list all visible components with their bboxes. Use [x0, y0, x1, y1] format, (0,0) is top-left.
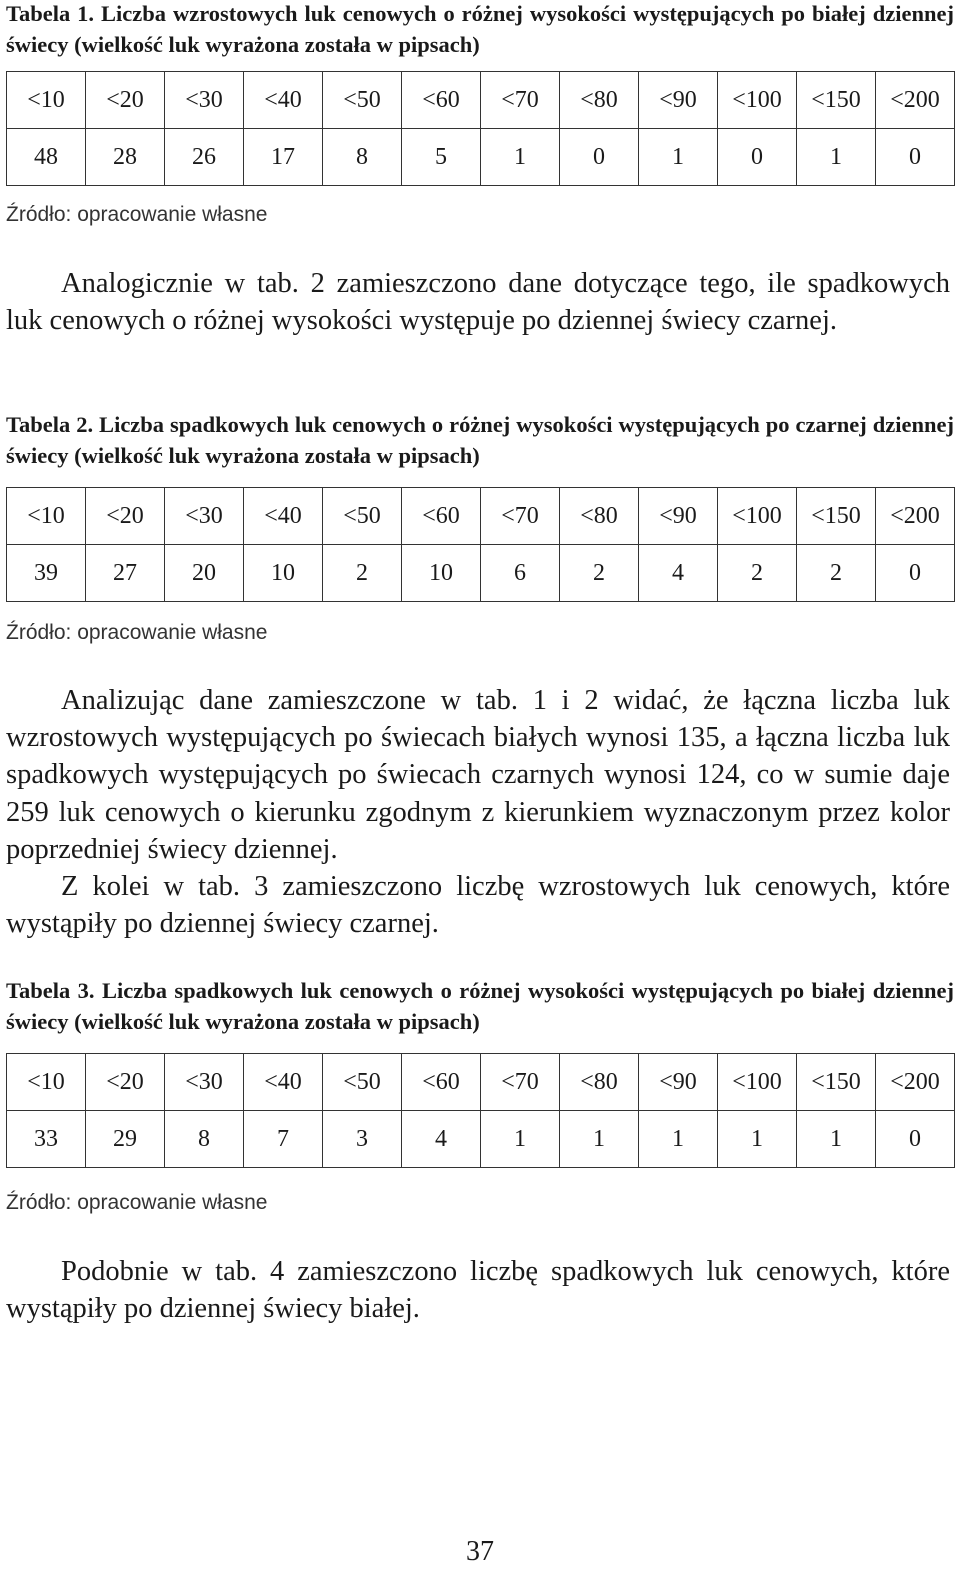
table-cell: 8	[323, 129, 402, 186]
table-header-row	[7, 488, 955, 545]
table-cell: <30	[165, 488, 244, 545]
table-cell: 2	[718, 545, 797, 602]
table-3-source: Źródło: opracowanie własne	[6, 1191, 268, 1214]
table-cell: <80	[560, 72, 639, 129]
table-cell: 28	[86, 129, 165, 186]
table-cell: <10	[7, 488, 86, 545]
table-cell: <70	[481, 72, 560, 129]
table-cell: 5	[402, 129, 481, 186]
table-1-source: Źródło: opracowanie własne	[6, 203, 268, 226]
table-cell: 4	[402, 1111, 481, 1168]
table-cell: <30	[165, 1054, 244, 1111]
table-cell: <50	[323, 488, 402, 545]
table-cell: 4	[639, 545, 718, 602]
page-number: 37	[466, 1536, 494, 1567]
table-cell: 0	[560, 129, 639, 186]
table-cell: 2	[797, 545, 876, 602]
table-cell: <200	[876, 488, 955, 545]
paragraph-3: Z kolei w tab. 3 zamieszczono liczbę wzrostowych luk cenowych, które wystąpiły po dziennej świecy czarnej.	[6, 871, 950, 940]
table-cell: <60	[402, 72, 481, 129]
table-1-caption: Tabela 1. Liczba wzrostowych luk cenowych o różnej wysokości występujących po białej dziennej świecy (wielkość luk wyrażona została w pipsach)	[6, 1, 954, 57]
table-cell: 0	[876, 545, 955, 602]
table-cell: <10	[7, 1054, 86, 1111]
table-cell: <40	[244, 488, 323, 545]
table-cell: 1	[639, 129, 718, 186]
table-cell: 27	[86, 545, 165, 602]
table-cell: 10	[402, 545, 481, 602]
table-cell: 1	[481, 129, 560, 186]
table-cell: 10	[244, 545, 323, 602]
table-cell: 20	[165, 545, 244, 602]
table-cell: <20	[86, 72, 165, 129]
table-cell: <60	[402, 488, 481, 545]
table-cell: <20	[86, 1054, 165, 1111]
table-cell: <90	[639, 1054, 718, 1111]
table-cell: 48	[7, 129, 86, 186]
table-2	[6, 487, 955, 602]
table-cell: <30	[165, 72, 244, 129]
table-cell: <150	[797, 1054, 876, 1111]
table-cell: <150	[797, 72, 876, 129]
paragraph-4: Podobnie w tab. 4 zamieszczono liczbę spadkowych luk cenowych, które wystąpiły po dziennej świecy białej.	[6, 1256, 950, 1325]
table-cell: 1	[639, 1111, 718, 1168]
table-cell: 7	[244, 1111, 323, 1168]
table-cell: <40	[244, 72, 323, 129]
table-value-row	[7, 1111, 955, 1168]
table-value-row	[7, 545, 955, 602]
table-cell: <40	[244, 1054, 323, 1111]
table-cell: <100	[718, 72, 797, 129]
table-cell: <50	[323, 72, 402, 129]
table-cell: 0	[876, 129, 955, 186]
table-cell: <90	[639, 488, 718, 545]
table-header-row	[7, 72, 955, 129]
table-2-source: Źródło: opracowanie własne	[6, 621, 268, 644]
table-cell: 2	[323, 545, 402, 602]
table-cell: 33	[7, 1111, 86, 1168]
table-cell: 26	[165, 129, 244, 186]
table-cell: <80	[560, 488, 639, 545]
table-cell: 8	[165, 1111, 244, 1168]
table-cell: <100	[718, 488, 797, 545]
table-cell: <20	[86, 488, 165, 545]
table-cell: <60	[402, 1054, 481, 1111]
table-cell: <50	[323, 1054, 402, 1111]
table-cell: 17	[244, 129, 323, 186]
table-cell: <150	[797, 488, 876, 545]
table-cell: 1	[481, 1111, 560, 1168]
table-header-row	[7, 1054, 955, 1111]
table-cell: <90	[639, 72, 718, 129]
table-cell: 1	[560, 1111, 639, 1168]
table-cell: <70	[481, 488, 560, 545]
table-3	[6, 1053, 955, 1168]
table-cell: <200	[876, 72, 955, 129]
table-cell: 0	[876, 1111, 955, 1168]
table-cell: <80	[560, 1054, 639, 1111]
table-cell: 1	[797, 129, 876, 186]
table-3-caption: Tabela 3. Liczba spadkowych luk cenowych o różnej wysokości występujących po białej dziennej świecy (wielkość luk wyrażona została w pipsach)	[6, 978, 954, 1034]
table-cell: 2	[560, 545, 639, 602]
table-1	[6, 71, 955, 186]
table-cell: 39	[7, 545, 86, 602]
table-cell: <10	[7, 72, 86, 129]
paragraph-1: Analogicznie w tab. 2 zamieszczono dane dotyczące tego, ile spadkowych luk cenowych o różnej wysokości występuje po dziennej świecy czarnej.	[6, 268, 950, 337]
table-cell: 1	[718, 1111, 797, 1168]
table-cell: <70	[481, 1054, 560, 1111]
table-cell: 6	[481, 545, 560, 602]
table-cell: 3	[323, 1111, 402, 1168]
table-value-row	[7, 129, 955, 186]
table-cell: <100	[718, 1054, 797, 1111]
table-cell: 29	[86, 1111, 165, 1168]
table-cell: 0	[718, 129, 797, 186]
table-cell: <200	[876, 1054, 955, 1111]
paragraph-2: Analizując dane zamieszczone w tab. 1 i 2 widać, że łączna liczba luk wzrostowych występujących po świecach białych wynosi 135, a łączna liczba luk spadkowych występujących po świecach czarnych wynosi 124, co w sumie daje 259 luk cenowych o kierunku zgodnym z kierunkiem wyznaczonym przez kolor poprzedniej świecy dziennej.	[6, 685, 950, 865]
table-2-caption: Tabela 2. Liczba spadkowych luk cenowych o różnej wysokości występujących po czarnej dziennej świecy (wielkość luk wyrażona została w pipsach)	[6, 412, 954, 468]
table-cell: 1	[797, 1111, 876, 1168]
